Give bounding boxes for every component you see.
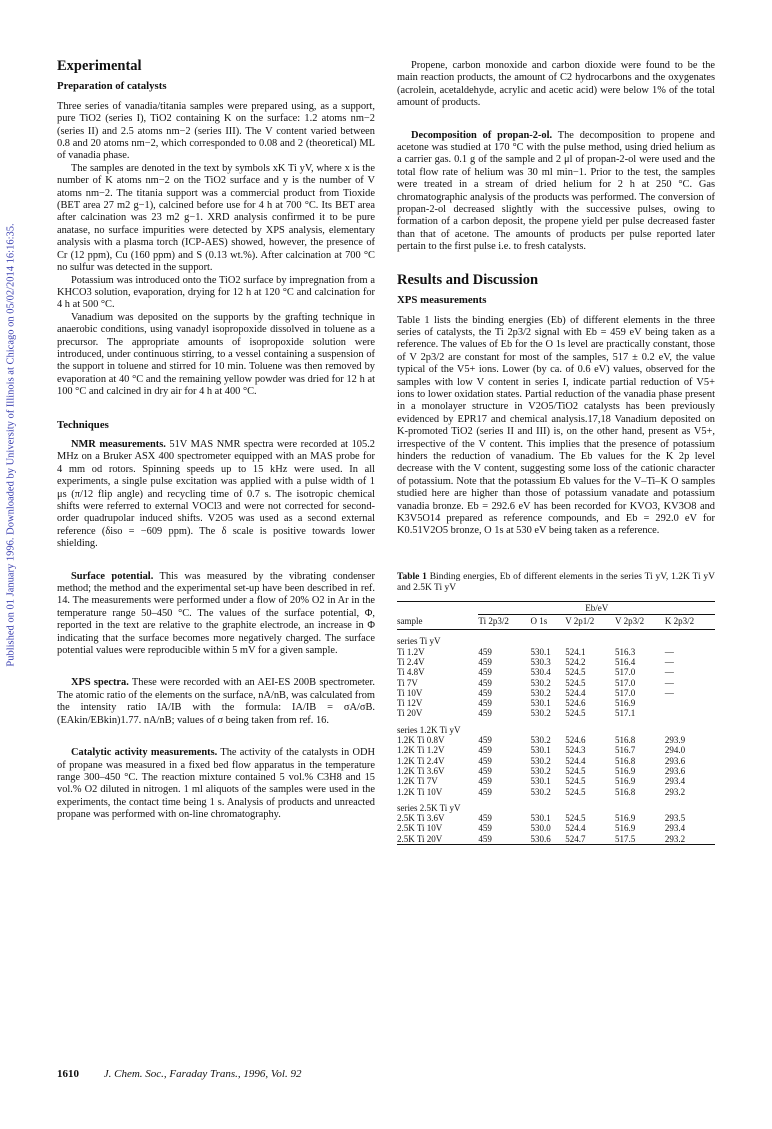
table-cell-sample: 1.2K Ti 2.4V xyxy=(397,755,445,766)
table-cell-value: 459 xyxy=(478,833,492,844)
download-watermark-text: Published on 01 January 1996. Downloaded by University of Illinois at Chicago on 05/02/2014 16:16:35. xyxy=(5,223,17,667)
run-head-xps: XPS spectra. xyxy=(71,677,129,689)
table-cell-value: 516.9 xyxy=(615,698,636,709)
table-cell-value: 516.4 xyxy=(615,657,636,667)
table-cell-value: 293.6 xyxy=(664,765,686,776)
table-cell-value: 459 xyxy=(478,765,492,776)
table-cell-value: 530.2 xyxy=(530,765,551,776)
table-cell-value: 516.8 xyxy=(615,755,636,766)
table-cell-value: 459 xyxy=(478,813,492,824)
table-cell-sample: 1.2K Ti 10V xyxy=(397,786,443,797)
table-row xyxy=(397,735,715,745)
table-row xyxy=(397,708,715,718)
table-cell-value: 524.2 xyxy=(565,657,586,667)
table-cell-value: 293.9 xyxy=(664,735,686,746)
table-row xyxy=(397,647,715,657)
table-cell-value: — xyxy=(664,687,674,698)
table-row xyxy=(397,823,715,833)
table-cell-value: 517.0 xyxy=(615,667,636,678)
table-cell-value: 530.2 xyxy=(530,708,551,719)
paragraph-decomposition xyxy=(397,130,715,254)
column-header: V 2p1/2 xyxy=(565,615,615,630)
column-header: sample xyxy=(397,615,478,630)
table-cell-value: 293.2 xyxy=(664,833,686,844)
table-eb-header: Eb/eV xyxy=(478,601,715,614)
table-cell-value: 530.2 xyxy=(530,687,551,698)
run-head-nmr: NMR measurements. xyxy=(71,438,166,450)
table-cell-value: 459 xyxy=(478,646,492,657)
table-cell-value: 294.0 xyxy=(664,745,686,756)
table-cell-sample: 1.2K Ti 1.2V xyxy=(397,745,445,756)
table-cell-value: 516.9 xyxy=(615,765,636,776)
table-cell-value: 524.5 xyxy=(565,677,586,688)
table-cell-value: 530.2 xyxy=(530,755,551,766)
table-cell-sample: 1.2K Ti 0.8V xyxy=(397,735,445,746)
table-cell-sample: 2.5K Ti 20V xyxy=(397,833,443,844)
table-cell-value: 516.3 xyxy=(615,646,636,657)
table-cell-value: 530.2 xyxy=(530,735,551,746)
table-cell-value: 524.5 xyxy=(565,667,586,678)
xps-text: These were recorded with an AEI-ES 200B spectrometer. The atomic ratio of the elements on the surface, nA/nB, was calculated from the intensity ratio IA/IB with the formula: IA/IB = σA/σB. (EAkin/EBkin)1.77. nA/nB; values of σ being taken from ref. 16. xyxy=(57,677,376,726)
table-row xyxy=(397,756,715,766)
column-header: O 1s xyxy=(531,615,566,630)
table-cell-value: 459 xyxy=(478,667,492,678)
table-cell-value: 530.3 xyxy=(530,657,551,667)
paragraph-surface-potential xyxy=(57,571,375,658)
table-group-row xyxy=(397,797,715,813)
table-cell-value: 524.5 xyxy=(565,765,586,776)
table-row xyxy=(397,745,715,755)
table-cell-value: 459 xyxy=(478,823,492,834)
table-cell-sample: 1.2K Ti 7V xyxy=(397,776,438,787)
nmr-text: 51V MAS NMR spectra were recorded at 105.2 MHz on a Bruker ASX 400 spectrometer equipped with an MAS probe for 4 mm od rotors. Spinning speeds up to 15 kHz were used. In all experiments, a single pulse excitation was applied with a pulse width of 1 μs (π/12 flip angle) and recycling time of 0.7 s. The isotropic chemical shifts were referred to external VOCl3 and were not corrected for second-order quadrupolar induced shifts. V2O5 was used as a second external reference (δiso = −609 ppm). The δ scale is positive towards lower shielding. xyxy=(57,438,375,550)
decomposition-text: The decomposition to propene and acetone was studied at 170 °C with the pulse method, using dried helium as a carrier gas. 0.1 g of the sample and 2 μl of propan-2-ol were used and the total flow rate of helium was 30 ml min−1. Prior to the test, the samples were treated in a stream of dried helium for 2 h at 250 °C. Gas chromatographic analysis of the products was performed. The conversion of propan-2-ol decreased slightly with the successive pulses, owing to formation of a carbon deposit, the propene yield per pulse decreased faster than that of acetone. The amounts of products per pulse reported later pertain to the first pulse i.e. to fresh catalysts. xyxy=(397,129,715,253)
table-cell-sample: 2.5K Ti 10V xyxy=(397,823,443,834)
table-cell-value: — xyxy=(664,677,674,688)
table-row xyxy=(397,667,715,677)
page-footer xyxy=(57,1068,301,1080)
table-caption xyxy=(397,572,715,595)
table-cell-value: 459 xyxy=(478,657,492,667)
table-cell-value: 459 xyxy=(478,677,492,688)
surface-potential-text: This was measured by the vibrating condenser method; the method and the experimental set-up have been described in ref. 14. The measurements were performed under a flow of 20% O2 in Ar in the temperature range 50–450 °C. The values of the surface potential, Φ, reported in the text are relative to the graphite electrode, an increase in Φ indicating that the surface becomes more negatively charged. The surface potential values were reproducible within 5 mV for a given sample. xyxy=(57,570,375,657)
page-number: 1610 xyxy=(57,1068,79,1080)
table-cell-sample: Ti 10V xyxy=(397,687,423,698)
table-label: Table 1 xyxy=(397,571,427,582)
paragraph-catalytic xyxy=(57,747,375,821)
table-cell-sample: Ti 4.8V xyxy=(397,667,425,678)
run-head-surface-potential: Surface potential. xyxy=(71,570,154,582)
table-cell-value: 517.1 xyxy=(615,708,636,719)
right-column xyxy=(397,60,715,845)
table-cell-value: 459 xyxy=(478,708,492,719)
table-cell-sample: Ti 20V xyxy=(397,708,423,719)
paragraph-notation: The samples are denoted in the text by symbols xK Ti yV, where x is the number of K atoms nm−2 on the TiO2 surface and y is the number of V atoms nm−2. The titania support was a commercial product from Tioxide (BET area 27 m2 g−1), calcined before use for 4 h at 700 °C. Its BET area after calcination was 23 m2 g−1. XRD analysis confirmed it to be pure anatase, no surface impurities were detected by XPS analysis, elementary analysis with a plasma torch (ICP-AES) showed, however, the presence of Cr (12 ppm), Cu (160 ppm) and S (0.13 wt.%). After calcination at 700 °C no sulfur was detected in the support. xyxy=(57,162,375,274)
table-cell-value: 530.0 xyxy=(530,823,551,834)
table-group-row xyxy=(397,719,715,735)
table-cell-sample: Ti 12V xyxy=(397,698,423,709)
table-cell-value: 530.1 xyxy=(530,646,551,657)
table-cell-value: 459 xyxy=(478,776,492,787)
table-cell-value: 530.1 xyxy=(530,813,551,824)
table-cell-value: 524.6 xyxy=(565,698,586,709)
column-header: V 2p3/2 xyxy=(615,615,665,630)
section-title-results: Results and Discussion xyxy=(397,271,539,288)
paragraph-xps xyxy=(57,677,375,727)
table-cell-value: 524.6 xyxy=(565,735,586,746)
subsection-title-techniques: Techniques xyxy=(57,418,109,431)
run-head-catalytic: Catalytic activity measurements. xyxy=(71,747,218,759)
table-cell-value: 293.5 xyxy=(664,813,686,824)
binding-energy-table xyxy=(397,601,715,845)
table-row xyxy=(397,813,715,823)
download-watermark xyxy=(4,200,18,690)
paragraph-binding-energies: Table 1 lists the binding energies (Eb) of different elements in the three series of catalysts, the Ti 2p3/2 signal with Eb = 459 eV being taken as a reference. The values of Eb for the O 1s level are practically constant, those of V 2p3/2 are constant for most of the samples, 517 ± 0.2 eV, the value typical of the V5+ ions. Lower (by ca. of 0.6 eV) values, observed for the samples with low V content in series I, indicate partial reduction of V5+ ions to lower oxidation states. Partial reduction of the vanadia phase present in a monolayer structure in V2O5/TiO2 catalysts has been previously evidenced by EPR17 and chemical analysis.17,18 Vanadium deposited on K-promoted TiO2 (series II and III) is, on the other hand, present as V5+, irrespective of the V content. This implies that the presence of potassium hinders the reduction of vanadium. The Eb values for the K 2p level decrease with the V content, suggesting some loss of the cationic character of potassium. Note that the potassium Eb values for the V–Ti–K O samples studied here are higher than those of potassium vanadate and potassium vanadia bronze. Eb = 292.6 eV has been recorded for KVO3, KV3O8 and K3V5O14 prepared as reference compounds, and Eb = 292.0 eV for K0.51V2O5 bronze, O 1s at 530 eV being taken as a reference. xyxy=(397,314,715,537)
table-cell-value: 524.5 xyxy=(565,708,586,719)
table-cell-value xyxy=(665,708,715,718)
table-cell-value: 516.7 xyxy=(615,745,636,756)
table-group-row xyxy=(397,630,715,647)
table-row xyxy=(397,787,715,797)
table-cell-value: — xyxy=(664,657,674,667)
table-cell-value: 524.3 xyxy=(565,745,586,756)
table-cell-value: 517.0 xyxy=(615,687,636,698)
table-cell-sample: 2.5K Ti 3.6V xyxy=(397,813,445,824)
table-cell-value: 516.8 xyxy=(615,786,636,797)
table-cell-value: 516.9 xyxy=(615,776,636,787)
table-cell-value: 459 xyxy=(478,745,492,756)
table-eb-spacer xyxy=(397,601,478,614)
table-cell-value: 516.9 xyxy=(615,823,636,834)
table-cell-value: 530.2 xyxy=(530,786,551,797)
table-cell-value: 530.4 xyxy=(530,667,551,678)
table-cell-value: 516.8 xyxy=(615,735,636,746)
table-cell-value: 524.1 xyxy=(565,646,586,657)
table-row xyxy=(397,776,715,786)
table-cell-value: 293.4 xyxy=(664,823,686,834)
table-cell-value: 530.1 xyxy=(530,745,551,756)
table-cell-value: 516.9 xyxy=(615,813,636,824)
table-body xyxy=(397,630,715,845)
paragraph-nmr xyxy=(57,439,375,551)
paragraph-potassium: Potassium was introduced onto the TiO2 surface by impregnation from a KHCO3 solution, evaporation, drying for 12 h at 120 °C and calcination for 4 h at 500 °C. xyxy=(57,274,375,311)
journal-citation: J. Chem. Soc., Faraday Trans., 1996, Vol. 92 xyxy=(103,1068,302,1080)
table-cell-value: — xyxy=(664,667,674,678)
table-cell-value: 459 xyxy=(478,786,492,797)
table-cell-value: 524.4 xyxy=(565,823,586,834)
paragraph-series: Three series of vanadia/titania samples were prepared using, as a support, pure TiO2 (series I), TiO2 containing K on the surface: 1.2 atoms nm−2 (series II) and 2.5 atoms nm−2 (series III). The V content varied between 0.8 and 20 atoms nm−2, which corresponded to 0.08 and 2 (theoretical) ML of vanadia phase. xyxy=(57,100,375,162)
table-cell-value: 524.7 xyxy=(565,833,586,844)
table-cell-value: 459 xyxy=(478,735,492,746)
table-cell-value: 293.4 xyxy=(664,776,686,787)
table-cell-sample: Ti 7V xyxy=(397,677,418,688)
table-cell-value: 530.6 xyxy=(530,833,551,844)
table-cell-value: 530.1 xyxy=(530,776,551,787)
table-cell-value: 524.5 xyxy=(565,786,586,797)
table-cell-value: 459 xyxy=(478,698,492,709)
table-caption-text: Binding energies, Eb of different elements in the series Ti yV, 1.2K Ti yV and 2.5K Ti yV xyxy=(397,571,716,594)
catalytic-text: The activity of the catalysts in ODH of propane was measured in a fixed bed flow apparatus in the temperature range 300–450 °C. The reaction mixture contained 5 vol.% C3H8 and 15 vol.% O2 diluted in nitrogen. 1 ml aliquots of the samples were used in the experiments, the contact time being 1 s. Analysis of products and unreacted propane was performed with on-line chromatography. xyxy=(57,747,375,821)
table-cell-value xyxy=(665,698,715,708)
table-cell-value: 530.2 xyxy=(530,677,551,688)
table-cell-sample: 1.2K Ti 3.6V xyxy=(397,765,445,776)
table-row xyxy=(397,678,715,688)
table-group-title: series 2.5K Ti yV xyxy=(397,802,461,813)
subsection-title-xps: XPS measurements xyxy=(397,294,487,307)
table-cell-value: 293.6 xyxy=(664,755,686,766)
table-cell-value: 524.4 xyxy=(565,755,586,766)
table-cell-sample: Ti 2.4V xyxy=(397,657,425,667)
table-cell-value: 459 xyxy=(478,755,492,766)
table-cell-value: 293.2 xyxy=(664,786,686,797)
table-cell-value: 517.5 xyxy=(615,833,636,844)
section-title-experimental: Experimental xyxy=(57,58,142,74)
table-group-title: series 1.2K Ti yV xyxy=(397,724,461,735)
table-row xyxy=(397,834,715,845)
table-row xyxy=(397,698,715,708)
paragraph-vanadium: Vanadium was deposited on the supports by the grafting technique in anaerobic conditions, using vanadyl isopropoxide dissolved in toluene as a precursor. The appropriate amounts of isopropoxide solution were introduced, under continuous stirring, to a vessel containing a suspension of the support in toluene and stirred for 10 min. Toluene was then removed by evaporation at 40 °C and the remaining yellow powder was dried for 12 h at 100 °C and calcined in dry air for 4 h at 400 °C. xyxy=(57,311,375,398)
paragraph-products: Propene, carbon monoxide and carbon dioxide were found to be the main reaction products, the amount of C2 hydrocarbons and the oxygenates (acrolein, acetaldehyde, acrylic and acetic acid) were below 1% of the total amount of products. xyxy=(397,60,715,109)
left-column xyxy=(57,60,375,822)
table-cell-value: — xyxy=(664,646,674,657)
table-row xyxy=(397,657,715,667)
table-row xyxy=(397,766,715,776)
table-cell-sample: Ti 1.2V xyxy=(397,646,425,657)
table-cell-value: 524.4 xyxy=(565,687,586,698)
table-cell-value: 530.1 xyxy=(530,698,551,709)
table-group-title: series Ti yV xyxy=(397,636,441,647)
table-cell-value: 524.5 xyxy=(565,813,586,824)
table-cell-value: 524.5 xyxy=(565,776,586,787)
run-head-decomposition: Decomposition of propan-2-ol. xyxy=(411,129,553,141)
table-cell-value: 517.0 xyxy=(615,677,636,688)
subsection-title-preparation: Preparation of catalysts xyxy=(57,80,167,93)
table-cell-value: 459 xyxy=(478,687,492,698)
column-header: K 2p3/2 xyxy=(665,615,715,630)
column-header: Ti 2p3/2 xyxy=(478,615,530,630)
table-row xyxy=(397,688,715,698)
